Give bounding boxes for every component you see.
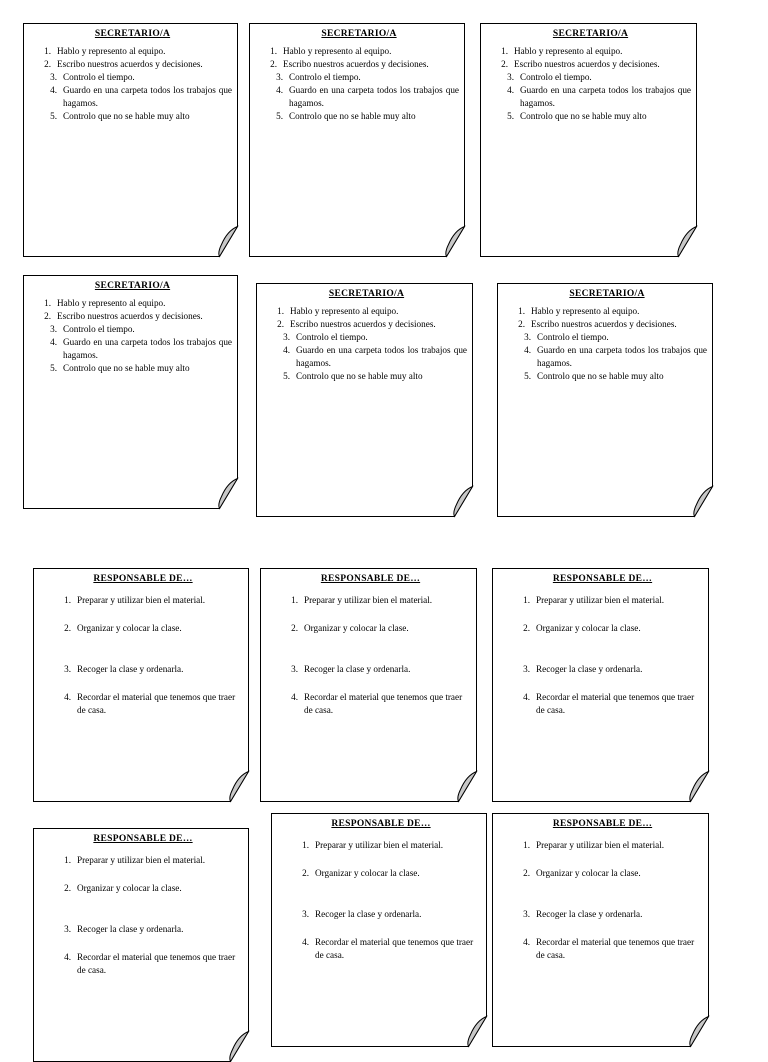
task-text: Recordar el material que tenemos que traer de casa.: [536, 937, 695, 960]
task-text: Controlo el tiempo.: [537, 332, 609, 342]
task-number: 4.: [291, 692, 298, 702]
task-text: Recoger la clase y ordenarla.: [77, 924, 184, 934]
task-text: Controlo que no se hable muy alto: [289, 111, 416, 121]
task-text: Preparar y utilizar bien el material.: [536, 595, 665, 605]
task-number: 2.: [291, 623, 298, 633]
task-item: [266, 370, 467, 383]
task-number: 1.: [270, 46, 277, 56]
task-number: 1.: [291, 595, 298, 605]
task-number: 3.: [283, 332, 290, 342]
task-number: 4.: [523, 937, 530, 947]
task-item: [266, 331, 467, 344]
task-text: Controlo el tiempo.: [296, 332, 368, 342]
task-item: [502, 908, 703, 921]
task-item: [259, 45, 459, 58]
task-item: [490, 110, 691, 123]
task-number: 2.: [64, 623, 71, 633]
task-number: 1.: [518, 306, 525, 316]
task-item: [33, 110, 232, 123]
task-item: [490, 58, 691, 71]
task-number: 4.: [276, 85, 283, 95]
task-text: Escribo nuestros acuerdos y decisiones.: [57, 311, 203, 321]
task-item: [490, 71, 691, 84]
task-number: 4.: [523, 692, 530, 702]
task-text: Hablo y represento al equipo.: [290, 306, 399, 316]
task-number: 1.: [64, 595, 71, 605]
task-number: 3.: [524, 332, 531, 342]
task-number: 1.: [277, 306, 284, 316]
responsable-card: [492, 568, 709, 802]
task-text: Hablo y represento al equipo.: [57, 298, 166, 308]
task-text: Escribo nuestros acuerdos y decisiones.: [57, 59, 203, 69]
task-number: 1.: [44, 298, 51, 308]
card-title: RESPONSABLE DE…: [93, 834, 193, 844]
task-item: [502, 936, 703, 962]
task-text: Controlo que no se hable muy alto: [520, 111, 647, 121]
task-item: [281, 936, 481, 962]
task-item: [259, 71, 459, 84]
task-text: Hablo y represento al equipo.: [57, 46, 166, 56]
task-item: [266, 318, 467, 331]
responsable-card: [33, 828, 249, 1062]
secretario-card: [23, 275, 238, 509]
task-number: 3.: [507, 72, 514, 82]
task-number: 4.: [64, 952, 71, 962]
task-item: [43, 663, 243, 676]
task-number: 3.: [302, 909, 309, 919]
task-number: 2.: [523, 868, 530, 878]
task-list: [43, 594, 243, 717]
task-number: 1.: [302, 840, 309, 850]
task-item: [507, 370, 707, 383]
task-number: 3.: [64, 924, 71, 934]
task-text: Preparar y utilizar bien el material.: [536, 840, 665, 850]
task-item: [33, 323, 232, 336]
task-item: [43, 923, 243, 936]
task-text: Controlo que no se hable muy alto: [63, 111, 190, 121]
secretario-card: [256, 283, 473, 517]
task-text: Organizar y colocar la clase.: [77, 883, 182, 893]
card-title: SECRETARIO/A: [94, 29, 171, 39]
card-title: RESPONSABLE DE…: [552, 574, 653, 584]
card-title: SECRETARIO/A: [552, 29, 629, 39]
task-number: 3.: [276, 72, 283, 82]
task-item: [33, 297, 232, 310]
task-item: [502, 839, 703, 852]
task-text: Hablo y represento al equipo.: [283, 46, 392, 56]
task-item: [281, 908, 481, 921]
task-number: 3.: [523, 664, 530, 674]
task-item: [33, 71, 232, 84]
secretario-card: [249, 23, 465, 257]
card-title: SECRETARIO/A: [94, 281, 171, 291]
task-number: 4.: [50, 85, 57, 95]
task-text: Preparar y utilizar bien el material.: [304, 595, 433, 605]
task-number: 5.: [283, 371, 290, 381]
responsable-card: [260, 568, 477, 802]
task-item: [33, 310, 232, 323]
card-title: RESPONSABLE DE…: [93, 574, 193, 584]
task-number: 2.: [270, 59, 277, 69]
task-item: [33, 84, 232, 110]
task-item: [502, 622, 703, 635]
task-text: Guardo en una carpeta todos los trabajos que hagamos.: [520, 85, 691, 108]
task-text: Controlo el tiempo.: [63, 72, 135, 82]
secretario-card: [480, 23, 697, 257]
task-number: 2.: [277, 319, 284, 329]
task-text: Preparar y utilizar bien el material.: [77, 595, 206, 605]
task-item: [490, 45, 691, 58]
task-item: [490, 84, 691, 110]
task-item: [507, 344, 707, 370]
task-text: Organizar y colocar la clase.: [304, 623, 409, 633]
task-text: Escribo nuestros acuerdos y decisiones.: [290, 319, 436, 329]
task-text: Recordar el material que tenemos que traer de casa.: [77, 692, 236, 715]
task-text: Recordar el material que tenemos que traer de casa.: [304, 692, 463, 715]
task-number: 2.: [501, 59, 508, 69]
task-item: [270, 622, 471, 635]
task-number: 3.: [291, 664, 298, 674]
task-number: 1.: [523, 840, 530, 850]
card-title: RESPONSABLE DE…: [331, 819, 431, 829]
task-number: 2.: [523, 623, 530, 633]
task-list: [502, 594, 703, 717]
task-text: Recoger la clase y ordenarla.: [536, 909, 643, 919]
task-item: [43, 882, 243, 895]
task-text: Preparar y utilizar bien el material.: [77, 855, 206, 865]
task-list: [507, 305, 707, 383]
task-list: [266, 305, 467, 383]
task-item: [259, 84, 459, 110]
task-item: [43, 854, 243, 867]
task-text: Guardo en una carpeta todos los trabajos que hagamos.: [63, 85, 232, 108]
task-text: Organizar y colocar la clase.: [536, 623, 641, 633]
task-item: [43, 622, 243, 635]
responsable-card: [271, 813, 487, 1047]
task-item: [502, 867, 703, 880]
task-text: Escribo nuestros acuerdos y decisiones.: [531, 319, 677, 329]
responsable-card: [33, 568, 249, 802]
task-number: 3.: [50, 72, 57, 82]
task-item: [33, 362, 232, 375]
task-number: 2.: [64, 883, 71, 893]
task-item: [33, 45, 232, 58]
task-list: [33, 45, 232, 123]
task-number: 5.: [507, 111, 514, 121]
task-number: 4.: [283, 345, 290, 355]
task-text: Recordar el material que tenemos que traer de casa.: [315, 937, 474, 960]
secretario-card: [23, 23, 238, 257]
task-list: [270, 594, 471, 717]
task-number: 4.: [50, 337, 57, 347]
task-text: Recordar el material que tenemos que traer de casa.: [77, 952, 236, 975]
task-text: Escribo nuestros acuerdos y decisiones.: [283, 59, 429, 69]
task-text: Hablo y represento al equipo.: [531, 306, 640, 316]
task-item: [502, 691, 703, 717]
task-text: Controlo que no se hable muy alto: [537, 371, 664, 381]
secretario-card: [497, 283, 713, 517]
task-number: 3.: [64, 664, 71, 674]
task-text: Recoger la clase y ordenarla.: [315, 909, 422, 919]
task-number: 3.: [523, 909, 530, 919]
task-text: Recordar el material que tenemos que traer de casa.: [536, 692, 695, 715]
card-title: SECRETARIO/A: [321, 29, 397, 39]
task-text: Organizar y colocar la clase.: [536, 868, 641, 878]
task-text: Hablo y represento al equipo.: [514, 46, 623, 56]
task-list: [490, 45, 691, 123]
task-list: [43, 854, 243, 977]
task-item: [502, 663, 703, 676]
task-text: Controlo el tiempo.: [289, 72, 361, 82]
task-item: [507, 305, 707, 318]
task-item: [43, 594, 243, 607]
task-list: [281, 839, 481, 962]
responsable-card: [492, 813, 709, 1047]
task-text: Controlo el tiempo.: [63, 324, 135, 334]
task-number: 1.: [44, 46, 51, 56]
task-text: Recoger la clase y ordenarla.: [304, 664, 411, 674]
task-number: 2.: [518, 319, 525, 329]
task-number: 5.: [50, 111, 57, 121]
task-number: 4.: [524, 345, 531, 355]
task-list: [259, 45, 459, 123]
task-text: Controlo que no se hable muy alto: [296, 371, 423, 381]
task-text: Organizar y colocar la clase.: [315, 868, 420, 878]
task-number: 2.: [44, 311, 51, 321]
task-text: Guardo en una carpeta todos los trabajos que hagamos.: [289, 85, 459, 108]
task-number: 4.: [507, 85, 514, 95]
task-list: [502, 839, 703, 962]
task-number: 2.: [44, 59, 51, 69]
task-number: 5.: [524, 371, 531, 381]
card-title: SECRETARIO/A: [569, 289, 645, 299]
task-item: [507, 331, 707, 344]
task-text: Recoger la clase y ordenarla.: [536, 664, 643, 674]
task-item: [43, 691, 243, 717]
task-item: [281, 867, 481, 880]
task-item: [502, 594, 703, 607]
task-number: 1.: [501, 46, 508, 56]
card-title: RESPONSABLE DE…: [320, 574, 421, 584]
task-item: [43, 951, 243, 977]
task-number: 3.: [50, 324, 57, 334]
task-item: [270, 594, 471, 607]
task-text: Guardo en una carpeta todos los trabajos que hagamos.: [63, 337, 232, 360]
task-number: 2.: [302, 868, 309, 878]
task-text: Escribo nuestros acuerdos y decisiones.: [514, 59, 660, 69]
task-item: [266, 344, 467, 370]
task-number: 5.: [276, 111, 283, 121]
task-item: [33, 336, 232, 362]
task-list: [33, 297, 232, 375]
card-title: SECRETARIO/A: [328, 289, 405, 299]
task-text: Guardo en una carpeta todos los trabajos que hagamos.: [296, 345, 467, 368]
task-item: [270, 663, 471, 676]
task-item: [33, 58, 232, 71]
task-item: [507, 318, 707, 331]
task-text: Controlo el tiempo.: [520, 72, 592, 82]
task-text: Recoger la clase y ordenarla.: [77, 664, 184, 674]
card-title: RESPONSABLE DE…: [552, 819, 653, 829]
task-item: [259, 110, 459, 123]
task-text: Guardo en una carpeta todos los trabajos que hagamos.: [537, 345, 707, 368]
task-item: [270, 691, 471, 717]
task-text: Organizar y colocar la clase.: [77, 623, 182, 633]
task-item: [259, 58, 459, 71]
task-item: [266, 305, 467, 318]
task-number: 1.: [523, 595, 530, 605]
task-text: Preparar y utilizar bien el material.: [315, 840, 444, 850]
task-item: [281, 839, 481, 852]
task-number: 5.: [50, 363, 57, 373]
task-number: 1.: [64, 855, 71, 865]
task-number: 4.: [302, 937, 309, 947]
task-text: Controlo que no se hable muy alto: [63, 363, 190, 373]
task-number: 4.: [64, 692, 71, 702]
